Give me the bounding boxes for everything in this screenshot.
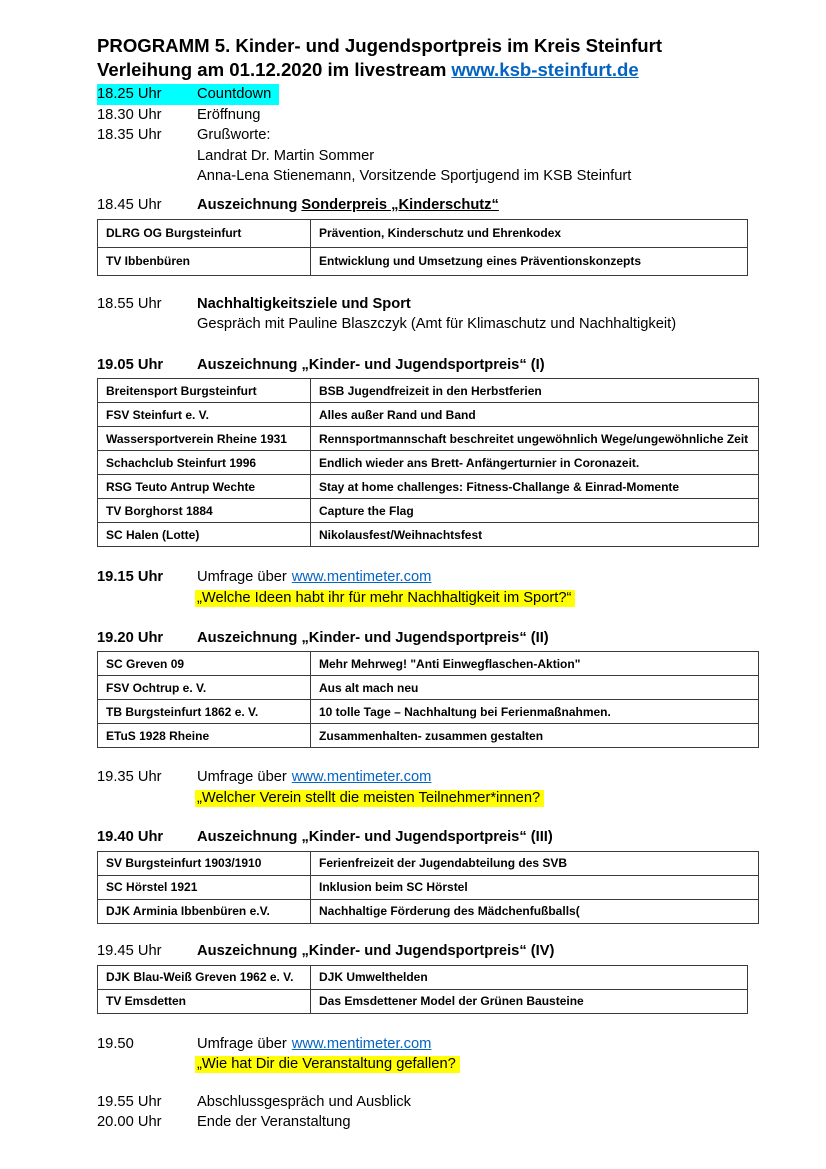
umfrage-text: Umfrage über — [197, 569, 287, 586]
section-heading: Auszeichnung „Kinder- und Jugendsportpreis“ (I) — [197, 356, 545, 373]
project-cell: Ferienfreizeit der Jugendabteilung des SVB — [311, 851, 759, 875]
schedule-row-umfrage2-question — [97, 788, 766, 809]
time-label: 19.55 Uhr — [97, 1093, 162, 1110]
event-label — [197, 567, 766, 588]
project-cell: Mehr Mehrweg! "Anti Einwegflaschen-Aktion" — [311, 652, 759, 676]
table-row — [98, 427, 759, 451]
club-cell: DLRG OG Burgsteinfurt — [98, 219, 311, 247]
event-label — [197, 767, 766, 788]
time-label: 19.45 Uhr — [97, 942, 162, 959]
schedule-row-grussworte — [97, 125, 766, 146]
project-cell: Aus alt mach neu — [311, 676, 759, 700]
club-cell: TB Burgsteinfurt 1862 e. V. — [98, 700, 311, 724]
countdown-highlight — [97, 84, 279, 105]
schedule-row-countdown — [97, 84, 766, 105]
schedule-row-ende — [97, 1112, 766, 1133]
club-cell: TV Ibbenbüren — [98, 247, 311, 275]
highlighted-question: „Welcher Verein stellt die meisten Teilnehmer*innen? — [195, 790, 544, 807]
schedule-row-sonderpreis-heading — [97, 195, 766, 216]
club-cell: SC Hörstel 1921 — [98, 875, 311, 899]
table-row — [98, 700, 759, 724]
club-cell: Breitensport Burgsteinfurt — [98, 379, 311, 403]
time-label: 18.25 Uhr — [97, 86, 162, 102]
mentimeter-link[interactable]: www.mentimeter.com — [291, 769, 432, 786]
speaker-name: Anna-Lena Stienemann, Vorsitzende Sportjugend im KSB Steinfurt — [197, 168, 632, 185]
club-cell: ETuS 1928 Rheine — [98, 724, 311, 748]
table-row — [98, 219, 748, 247]
project-cell: Rennsportmannschaft beschreitet ungewöhnlich Wege/ungewöhnliche Zeit — [311, 427, 759, 451]
club-cell: FSV Steinfurt e. V. — [98, 403, 311, 427]
mentimeter-link[interactable]: www.mentimeter.com — [291, 1035, 432, 1052]
schedule-row-preis4-heading — [97, 941, 766, 962]
table-row — [98, 247, 748, 275]
table-row — [98, 899, 759, 923]
question-line — [197, 588, 766, 609]
schedule-row-umfrage3-question — [97, 1054, 766, 1075]
schedule-row-umfrage3 — [97, 1034, 766, 1055]
schedule-row-abschluss — [97, 1092, 766, 1113]
document-title — [97, 34, 766, 82]
time-label: 19.50 — [97, 1035, 134, 1052]
table-row — [98, 989, 748, 1013]
schedule-row-umfrage2 — [97, 767, 766, 788]
club-cell: RSG Teuto Antrup Wechte — [98, 475, 311, 499]
club-cell: TV Borghorst 1884 — [98, 499, 311, 523]
table-row — [98, 875, 759, 899]
schedule-row-preis1-heading — [97, 355, 766, 376]
table-row — [98, 724, 759, 748]
schedule-row-preis3-heading — [97, 827, 766, 848]
club-cell: Wassersportverein Rheine 1931 — [98, 427, 311, 451]
title-line2-text: Verleihung am 01.12.2020 im livestream — [97, 59, 447, 80]
event-label: Eröffnung — [197, 106, 261, 123]
table-row — [98, 851, 759, 875]
time-label: 18.45 Uhr — [97, 196, 162, 213]
club-cell: TV Emsdetten — [98, 989, 311, 1013]
table-row — [98, 379, 759, 403]
table-row — [98, 523, 759, 547]
highlighted-question: „Wie hat Dir die Veranstaltung gefallen? — [195, 1056, 460, 1073]
club-cell: DJK Blau-Weiß Greven 1962 e. V. — [98, 965, 311, 989]
project-cell: Das Emsdettener Model der Grünen Bausteine — [311, 989, 748, 1013]
question-line — [197, 788, 766, 809]
table-row — [98, 499, 759, 523]
preis2-table — [97, 651, 759, 748]
umfrage-text: Umfrage über — [197, 769, 287, 786]
ksb-steinfurt-link[interactable]: www.ksb-steinfurt.de — [451, 59, 639, 80]
time-label: 18.30 Uhr — [97, 106, 162, 123]
table-row — [98, 652, 759, 676]
schedule-row-nachhaltigkeit — [97, 294, 766, 315]
project-cell: Nikolausfest/Weihnachtsfest — [311, 523, 759, 547]
club-cell: SV Burgsteinfurt 1903/1910 — [98, 851, 311, 875]
time-label: 19.40 Uhr — [97, 829, 164, 846]
project-cell: 10 tolle Tage – Nachhaltung bei Ferienmaßnahmen. — [311, 700, 759, 724]
title-line1: PROGRAMM 5. Kinder- und Jugendsportpreis im Kreis Steinfurt — [97, 35, 663, 56]
table-row — [98, 676, 759, 700]
club-cell: SC Halen (Lotte) — [98, 523, 311, 547]
project-cell: Stay at home challenges: Fitness-Challange & Einrad-Momente — [311, 475, 759, 499]
event-label — [197, 1034, 766, 1055]
event-label: Ende der Veranstaltung — [197, 1114, 351, 1131]
event-label: Countdown — [197, 86, 272, 102]
time-label: 20.00 Uhr — [97, 1114, 162, 1131]
project-cell: BSB Jugendfreizeit in den Herbstferien — [311, 379, 759, 403]
project-cell: Zusammenhalten- zusammen gestalten — [311, 724, 759, 748]
section-heading: Auszeichnung „Kinder- und Jugendsportpreis“ (III) — [197, 829, 553, 846]
time-label: 19.05 Uhr — [97, 356, 164, 373]
project-cell: Alles außer Rand und Band — [311, 403, 759, 427]
schedule-row-eroeffnung — [97, 105, 766, 126]
event-label: Abschlussgespräch und Ausblick — [197, 1093, 411, 1110]
schedule-row-umfrage1-question — [97, 588, 766, 609]
project-cell: Prävention, Kinderschutz und Ehrenkodex — [311, 219, 748, 247]
preis1-table — [97, 378, 759, 547]
section-heading — [197, 195, 766, 216]
project-cell: Nachhaltige Förderung des Mädchenfußballs( — [311, 899, 759, 923]
mentimeter-link[interactable]: www.mentimeter.com — [291, 569, 432, 586]
time-label: 18.35 Uhr — [97, 127, 162, 144]
project-cell: Entwicklung und Umsetzung eines Präventionskonzepts — [311, 247, 748, 275]
time-label: 19.15 Uhr — [97, 569, 164, 586]
schedule-row-preis2-heading — [97, 628, 766, 649]
kinderschutz-table — [97, 219, 748, 276]
section-heading: Auszeichnung „Kinder- und Jugendsportpreis“ (II) — [197, 629, 549, 646]
section-heading: Auszeichnung „Kinder- und Jugendsportpreis“ (IV) — [197, 942, 555, 959]
club-cell: Schachclub Steinfurt 1996 — [98, 451, 311, 475]
question-line — [197, 1054, 766, 1075]
project-cell: DJK Umwelthelden — [311, 965, 748, 989]
preis3-table — [97, 851, 759, 924]
section-heading: Nachhaltigkeitsziele und Sport — [197, 295, 411, 312]
event-label: Grußworte: — [197, 127, 271, 144]
project-cell: Inklusion beim SC Hörstel — [311, 875, 759, 899]
preis4-table — [97, 965, 748, 1014]
project-cell: Capture the Flag — [311, 499, 759, 523]
schedule-row-grussworte-speaker2 — [97, 166, 766, 187]
table-row — [98, 451, 759, 475]
time-label: 19.20 Uhr — [97, 629, 164, 646]
umfrage-text: Umfrage über — [197, 1035, 287, 1052]
club-cell: DJK Arminia Ibbenbüren e.V. — [98, 899, 311, 923]
club-cell: SC Greven 09 — [98, 652, 311, 676]
highlighted-question: „Welche Ideen habt ihr für mehr Nachhaltigkeit im Sport?“ — [195, 590, 575, 607]
time-label: 19.35 Uhr — [97, 769, 162, 786]
heading-prefix: Auszeichnung — [197, 196, 298, 213]
time-label: 18.55 Uhr — [97, 295, 162, 312]
club-cell: FSV Ochtrup e. V. — [98, 676, 311, 700]
table-row — [98, 403, 759, 427]
project-cell: Endlich wieder ans Brett- Anfängerturnier in Coronazeit. — [311, 451, 759, 475]
program-document — [97, 34, 766, 1133]
heading-underlined: Sonderpreis „Kinderschutz“ — [301, 196, 499, 213]
schedule-row-umfrage1 — [97, 567, 766, 588]
table-row — [98, 475, 759, 499]
table-row — [98, 965, 748, 989]
schedule-row-grussworte-speaker1 — [97, 146, 766, 167]
schedule-row-nachhaltigkeit-detail — [97, 314, 766, 335]
speaker-name: Landrat Dr. Martin Sommer — [197, 147, 375, 164]
event-detail: Gespräch mit Pauline Blaszczyk (Amt für Klimaschutz und Nachhaltigkeit) — [197, 316, 677, 333]
